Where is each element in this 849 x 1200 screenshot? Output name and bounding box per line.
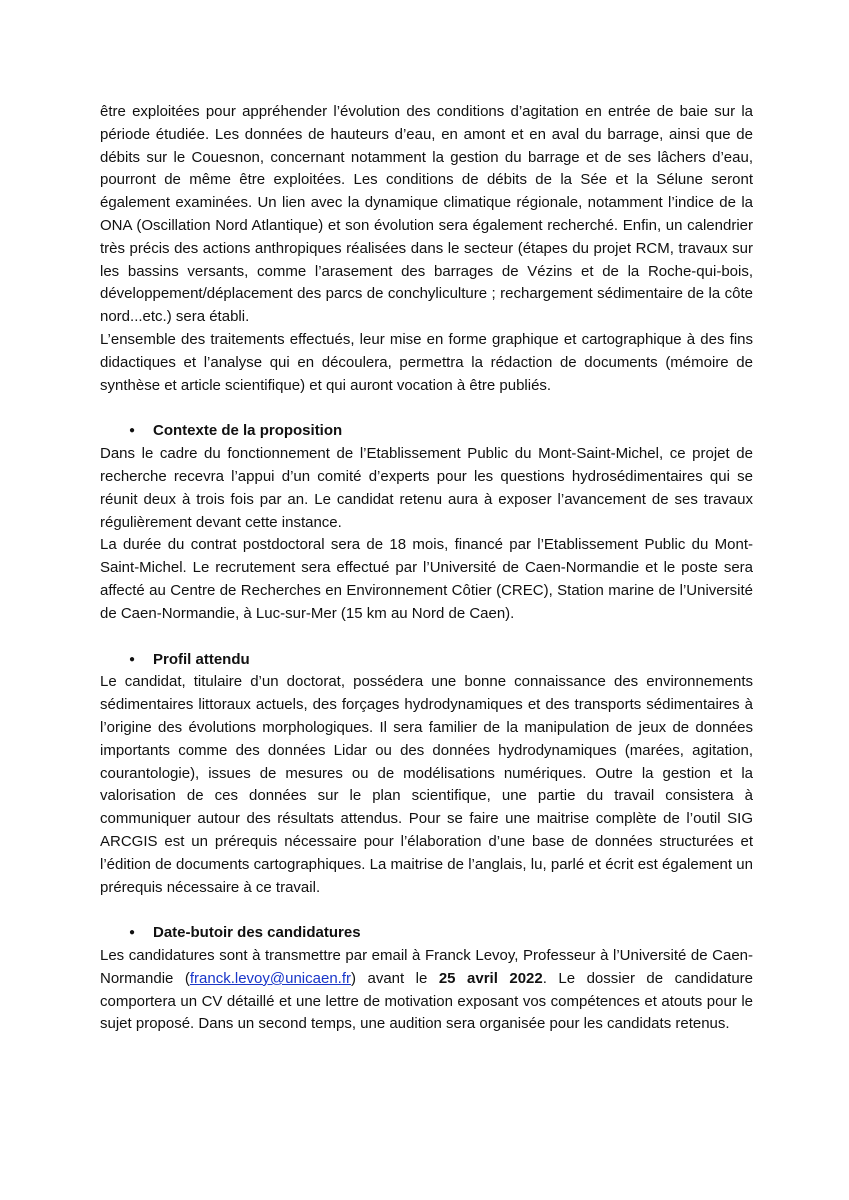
intro-paragraph-1: être exploitées pour appréhender l’évolution des conditions d’agitation en entrée de baie sur la période étudiée. Les données de hauteurs d’eau, en amont et en aval du barrage, ainsi que de débits sur le Couesnon, concernant notamment la gestion du barrage et de ses lâchers d’eau, pourront de même être exploitées. Les conditions de débits de la Sée et la Sélune seront également examinées. Un lien avec la dynamique climatique régionale, notamment l’indice de la ONA (Oscillation Nord Atlantique) et son évolution sera également recherché. Enfin, un calendrier très précis des actions anthropiques réalisées dans le secteur (étapes du projet RCM, travaux sur les bassins versants, comme l’arasement des barrages de Vézins et de la Roche-qui-bois, développement/déplacement des parcs de conchyliculture ; rechargement sédimentaire de la côte nord...etc.) sera établi. (100, 103, 753, 326)
intro-paragraph-2: L’ensemble des traitements effectués, leur mise en forme graphique et cartographique à des fins didactiques et l’analyse qui en découlera, permettra la rédaction de documents (mémoire de synthèse et article scientifique) et qui auront vocation à être publiés. (100, 330, 753, 394)
date-paragraph (100, 945, 753, 1036)
profil-paragraph: Le candidat, titulaire d’un doctorat, possédera une bonne connaissance des environnements sédimentaires littoraux actuels, des forçages hydrodynamiques et des transports sédimentaires à l’origine des évolutions morphologiques. Il sera familier de la manipulation de jeux de données importants comme des données Lidar ou des données hydrodynamiques (marées, agitation, courantologie), issues de mesures ou de modélisations numériques. Outre la gestion et la valorisation de ces données sur le plan scientifique, une partie du travail consistera à communiquer autour des résultats attendus. Pour se faire une maitrise complète de l’outil SIG ARCGIS est un prérequis nécessaire pour l’élaboration d’une base de données structurées et l’édition de documents cartographiques. La maitrise de l’anglais, lu, parlé et écrit est également un prérequis nécessaire à ce travail. (100, 673, 753, 896)
section-heading-date (100, 922, 753, 945)
date-text-before-link: Les candidatures sont à transmettre par email à Franck Levoy, Professeur à l’Université de Caen-Normandie ( (100, 947, 753, 987)
section-heading-profil (100, 649, 753, 672)
spacer (100, 626, 753, 649)
spacer (100, 899, 753, 922)
bullet-icon: ● (129, 425, 136, 437)
date-text-after-deadline: . Le dossier de candidature comportera un CV détaillé et une lettre de motivation exposant vos compétences et atouts pour le sujet proposé. Dans un second temps, une audition sera organisée pour les candidats retenus. (100, 969, 754, 1033)
bullet-icon: ● (129, 927, 136, 939)
spacer (100, 397, 753, 420)
email-link[interactable]: franck.levoy@unicaen.fr (189, 969, 351, 987)
contexte-paragraph-2: La durée du contrat postdoctoral sera de 18 mois, financé par l’Etablissement Public du Mont-Saint-Michel. Le recrutement sera effectué par l’Université de Caen-Normandie et le poste sera affecté au Centre de Recherches en Environnement Côtier (CREC), Station marine de l’Université de Caen-Normandie, à Luc-sur-Mer (15 km au Nord de Caen). (100, 536, 753, 622)
section-heading-contexte (100, 420, 753, 443)
date-text-after-link: ) avant le (351, 969, 439, 987)
section-title: Contexte de la proposition (153, 422, 343, 440)
section-title: Date-butoir des candidatures (153, 924, 361, 942)
deadline-date: 25 avril 2022 (438, 969, 543, 987)
contexte-paragraph-1: Dans le cadre du fonctionnement de l’Etablissement Public du Mont-Saint-Michel, ce projet de recherche recevra l’appui d’un comité d’experts pour les questions hydrosédimentaires qui se réunit deux à trois fois par an. Le candidat retenu aura à exposer l’avancement de ses travaux régulièrement devant cette instance. (100, 445, 753, 531)
section-title: Profil attendu (153, 650, 250, 668)
bullet-icon: ● (129, 653, 136, 665)
